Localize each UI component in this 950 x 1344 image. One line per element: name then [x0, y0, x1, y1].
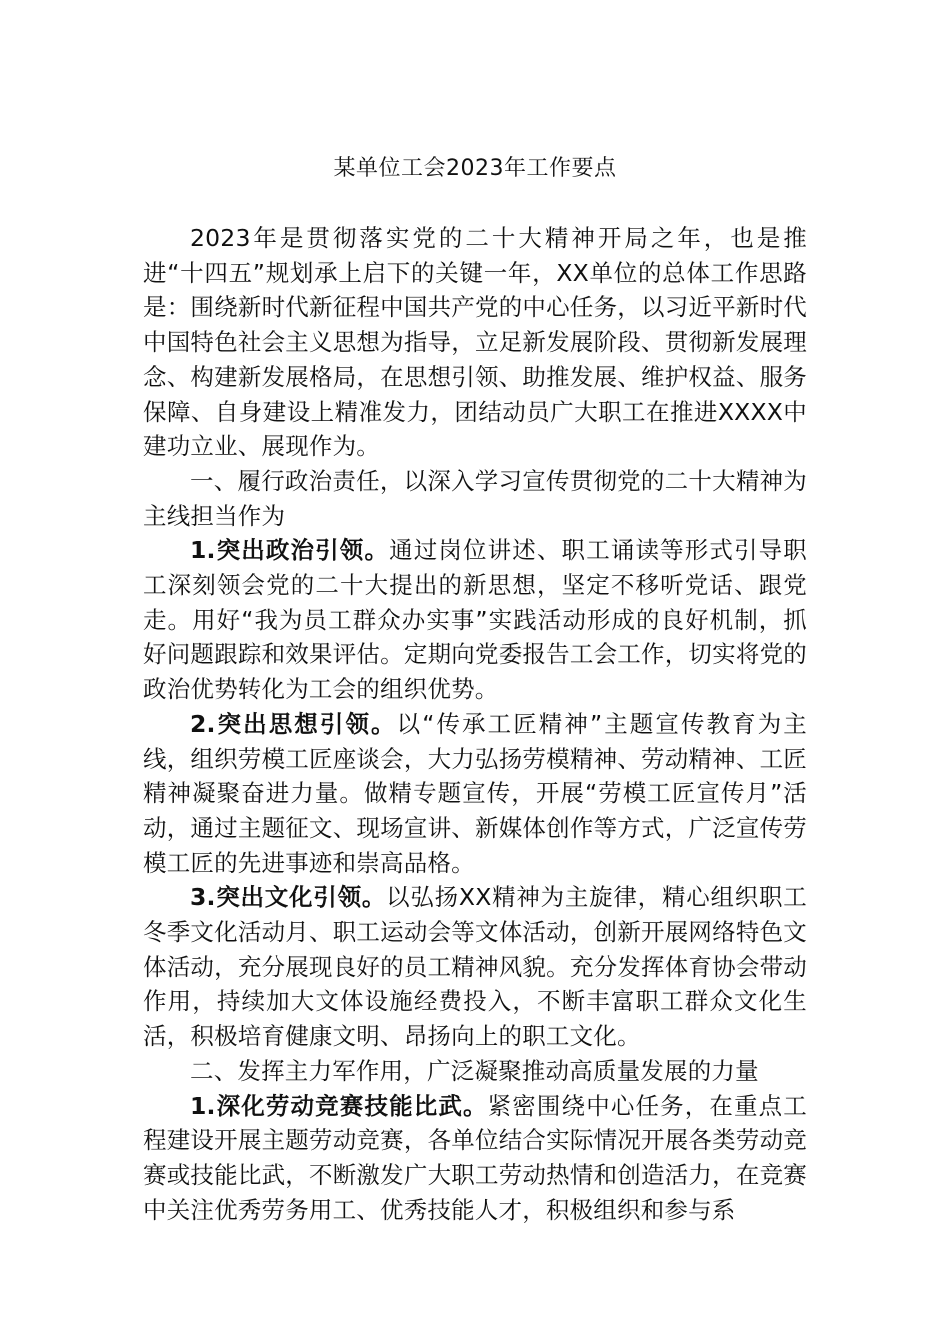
intro-paragraph [143, 221, 807, 464]
paragraph-text: 以弘扬XX精神为主旋律，精心组织职工冬季文化活动月、职工运动会等文体活动，创新开展网络特色文体活动，充分展现良好的员工精神风貌。充分发挥体育协会带动作用，持续加大文体设施经费投入，不断丰富职工群众文化生活，积极培育健康文明、昂扬向上的职工文化。 [143, 883, 807, 1051]
section-heading-2 [143, 1054, 807, 1089]
paragraph-lead: 2.突出思想引领。 [190, 709, 397, 738]
paragraph-text: 紧密围绕中心任务，在重点工程建设开展主题劳动竞赛，各单位结合实际情况开展各类劳动竞赛或技能比武，不断激发广大职工劳动热情和创造活力，在竞赛中关注优秀劳务用工、优秀技能人才，积极组织和参与系 [143, 1091, 807, 1224]
paragraph-text: 以“传承工匠精神”主题宣传教育为主线，组织劳模工匠座谈会，大力弘扬劳模精神、劳动精神、工匠精神凝聚奋进力量。做精专题宣传，开展“劳模工匠宣传月”活动，通过主题征文、现场宣讲、新媒体创作等方式，广泛宣传劳模工匠的先进事迹和崇高品格。 [143, 709, 807, 877]
item-ideological-guidance [143, 707, 807, 881]
paragraph-text: 2023年是贯彻落实党的二十大精神开局之年，也是推进“十四五”规划承上启下的关键一年，XX单位的总体工作思路是：围绕新时代新征程中国共产党的中心任务，以习近平新时代中国特色社会主义思想为指导，立足新发展阶段、贯彻新发展理念、构建新发展格局，在思想引领、助推发展、维护权益、服务保障、自身建设上精准发力，团结动员广大职工在推进XXXX中建功立业、展现作为。 [143, 224, 807, 461]
paragraph-text: 通过岗位讲述、职工诵读等形式引导职工深刻领会党的二十大提出的新思想，坚定不移听党话、跟党走。用好“我为员工群众办实事”实践活动形成的良好机制，抓好问题跟踪和效果评估。定期向党委报告工会工作，切实将党的政治优势转化为工会的组织优势。 [143, 536, 807, 704]
paragraph-text: 二、发挥主力军作用，广泛凝聚推动高质量发展的力量 [190, 1056, 759, 1085]
item-labor-competition [143, 1089, 807, 1228]
paragraph-text: 一、履行政治责任，以深入学习宣传贯彻党的二十大精神为主线担当作为 [143, 466, 807, 530]
item-cultural-guidance [143, 880, 807, 1054]
paragraph-lead: 1.深化劳动竞赛技能比武。 [190, 1091, 488, 1120]
paragraph-lead: 3.突出文化引领。 [190, 883, 387, 912]
item-political-guidance [143, 533, 807, 707]
document-body [143, 221, 807, 1227]
section-heading-1 [143, 464, 807, 533]
document-title: 某单位工会2023年工作要点 [333, 156, 617, 181]
paragraph-lead: 1.突出政治引领。 [190, 536, 390, 565]
